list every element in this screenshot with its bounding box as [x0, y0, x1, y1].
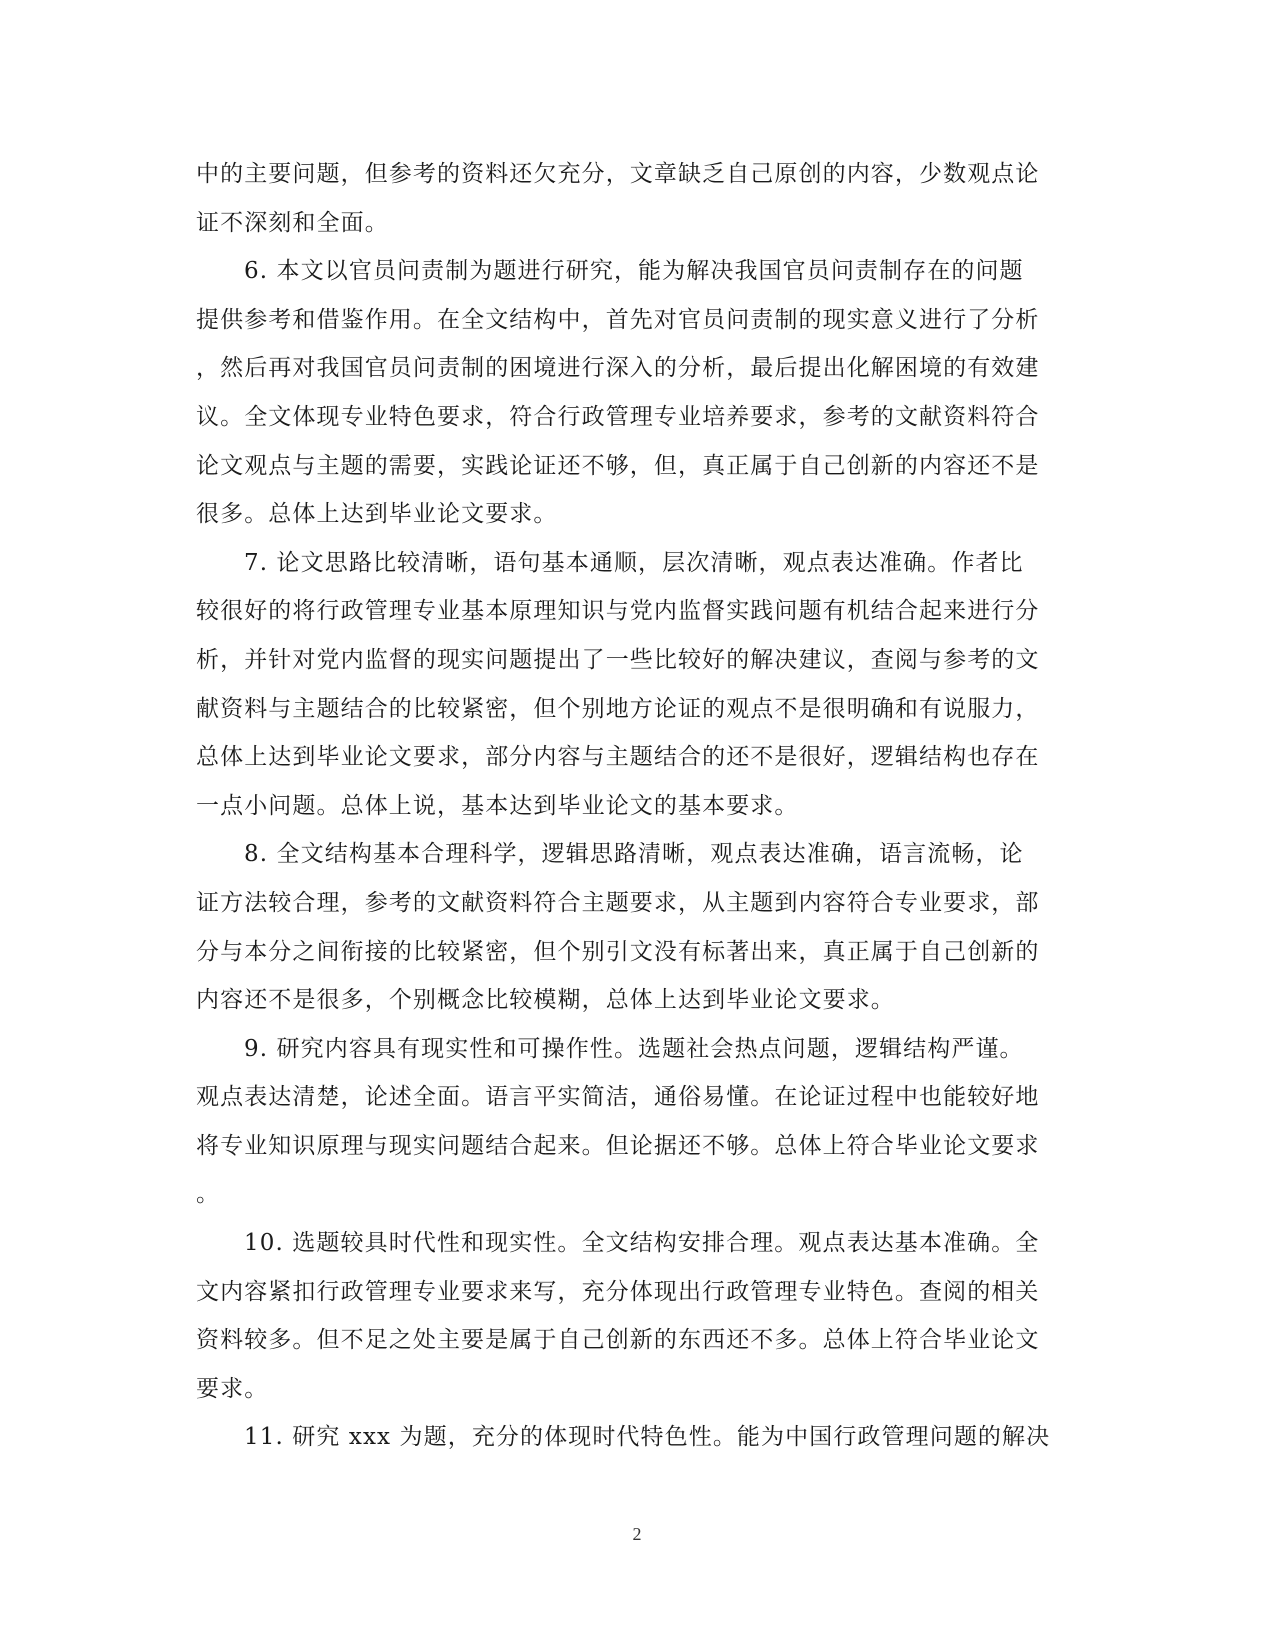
text-line: 文内容紧扣行政管理专业要求来写，充分体现出行政管理专业特色。查阅的相关 — [196, 1278, 1040, 1305]
text-line: 将专业知识原理与现实问题结合起来。但论据还不够。总体上符合毕业论文要求 — [196, 1132, 1040, 1159]
text-line: 6. 本文以官员问责制为题进行研究，能为解决我国官员问责制存在的问题 — [244, 258, 1024, 285]
text-line: 资料较多。但不足之处主要是属于自己创新的东西还不多。总体上符合毕业论文 — [196, 1327, 1040, 1354]
text-line: 析，并针对党内监督的现实问题提出了一些比较好的解决建议，查阅与参考的文 — [196, 646, 1040, 673]
text-line: 11. 研究 xxx 为题，充分的体现时代特色性。能为中国行政管理问题的解决 — [244, 1424, 1051, 1451]
text-line: 10. 选题较具时代性和现实性。全文结构安排合理。观点表达基本准确。全 — [244, 1230, 1040, 1257]
text-line: 很多。总体上达到毕业论文要求。 — [196, 501, 558, 528]
text-line: 内容还不是很多，个别概念比较模糊，总体上达到毕业论文要求。 — [196, 987, 895, 1014]
text-line: 8. 全文结构基本合理科学，逻辑思路清晰，观点表达准确，语言流畅，论 — [244, 841, 1024, 868]
text-line: 。 — [196, 1181, 221, 1208]
text-line: 观点表达清楚，论述全面。语言平实简洁，通俗易懂。在论证过程中也能较好地 — [196, 1084, 1040, 1111]
body-text — [196, 150, 1072, 1462]
text-line: 9. 研究内容具有现实性和可操作性。选题社会热点问题，逻辑结构严谨。 — [244, 1035, 1024, 1062]
text-line: 提供参考和借鉴作用。在全文结构中，首先对官员问责制的现实意义进行了分析 — [196, 306, 1040, 333]
text-line: 中的主要问题，但参考的资料还欠充分，文章缺乏自己原创的内容，少数观点论 — [196, 161, 1040, 187]
text-line: 要求。 — [196, 1375, 269, 1402]
text-line: 论文观点与主题的需要，实践论证还不够，但，真正属于自己创新的内容还不是 — [196, 452, 1040, 479]
text-line: ，然后再对我国官员问责制的困境进行深入的分析，最后提出化解困境的有效建 — [196, 355, 1040, 382]
text-line: 证不深刻和全面。 — [196, 209, 389, 236]
text-line: 较很好的将行政管理专业基本原理知识与党内监督实践问题有机结合起来进行分 — [196, 598, 1040, 625]
text-line: 总体上达到毕业论文要求，部分内容与主题结合的还不是很好，逻辑结构也存在 — [196, 744, 1040, 771]
text-line: 献资料与主题结合的比较紧密，但个别地方论证的观点不是很明确和有说服力， — [196, 695, 1040, 722]
text-line: 分与本分之间衔接的比较紧密，但个别引文没有标著出来，真正属于自己创新的 — [196, 938, 1040, 965]
text-line: 议。全文体现专业特色要求，符合行政管理专业培养要求，参考的文献资料符合 — [196, 403, 1040, 430]
text-line: 一点小问题。总体上说，基本达到毕业论文的基本要求。 — [196, 792, 799, 819]
text-line: 证方法较合理，参考的文献资料符合主题要求，从主题到内容符合专业要求，部 — [196, 889, 1040, 916]
page-number: 2 — [632, 1524, 642, 1544]
text-line: 7. 论文思路比较清晰，语句基本通顺，层次清晰，观点表达准确。作者比 — [244, 549, 1024, 576]
